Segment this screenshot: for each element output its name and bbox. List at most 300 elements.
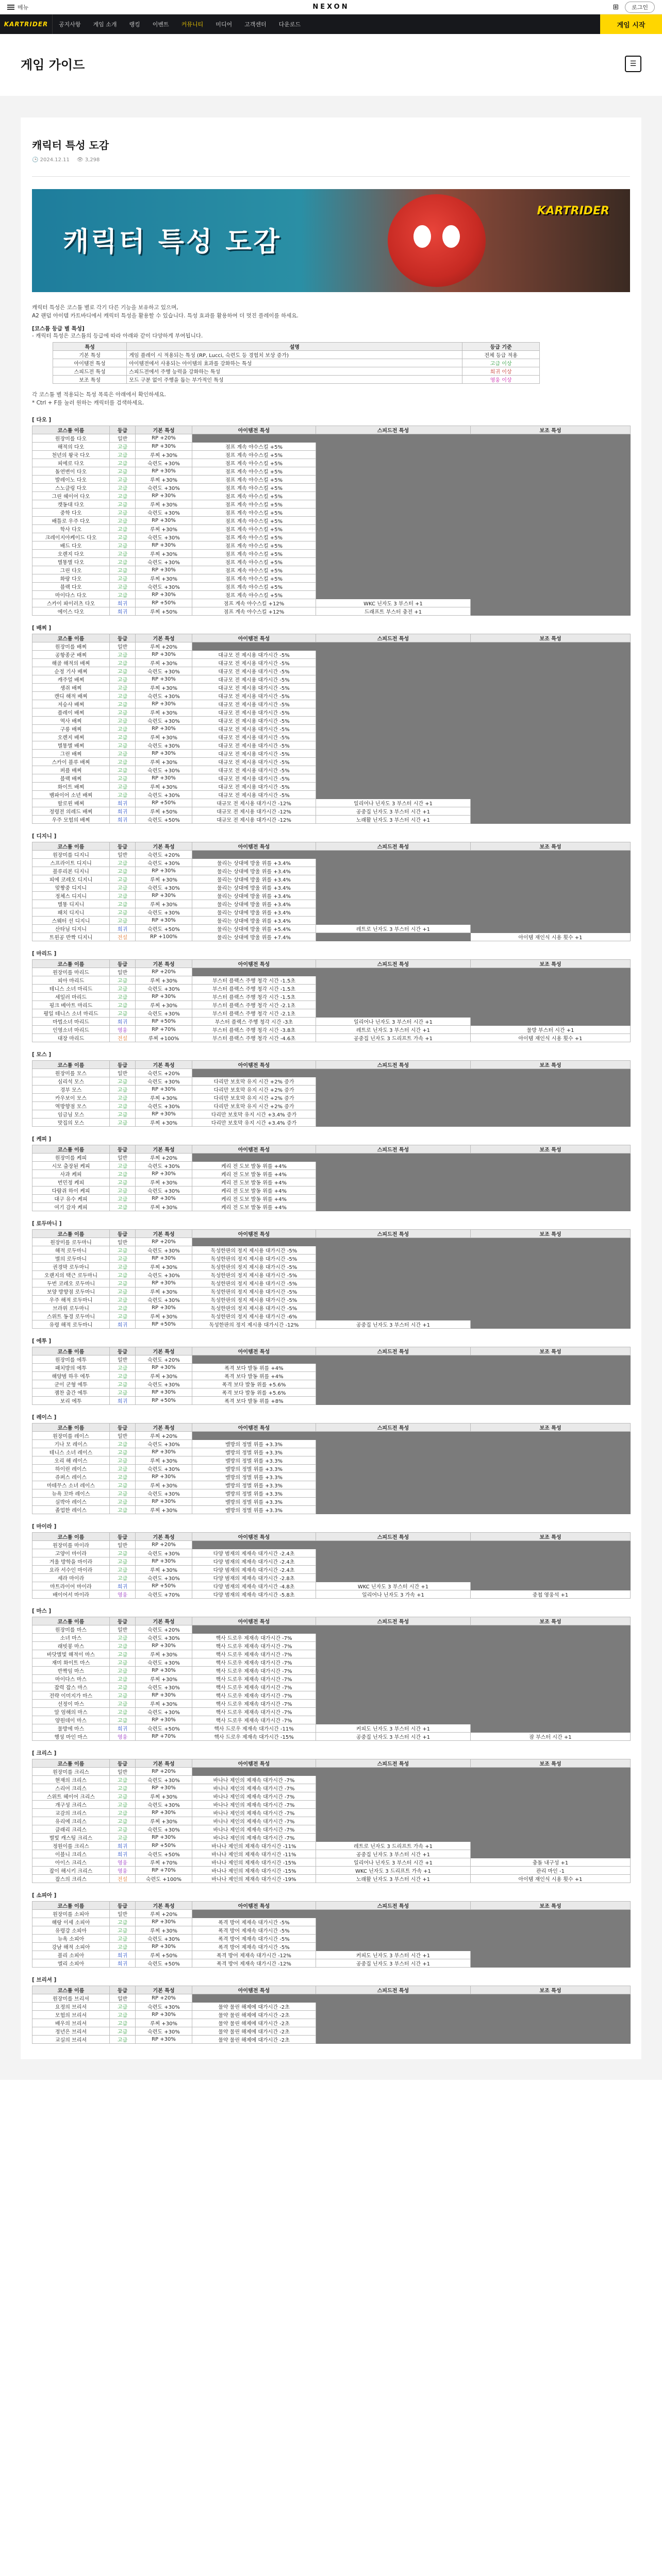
grade-cell: 기본 특성 bbox=[53, 351, 127, 359]
column-header: 코스튬 이름 bbox=[32, 1060, 110, 1069]
table-cell: 화이트 배찌 bbox=[32, 782, 110, 790]
costume-section bbox=[32, 1413, 630, 1514]
table-cell bbox=[192, 968, 316, 976]
table-cell: 스카이 블루 배찌 bbox=[32, 757, 110, 766]
table-cell bbox=[471, 2027, 631, 2035]
table-row bbox=[32, 557, 631, 566]
costume-table bbox=[32, 1759, 631, 1883]
nav-item[interactable]: 미디어 bbox=[216, 21, 233, 28]
table-cell: 일반 bbox=[110, 850, 136, 858]
table-cell: 루찌 +30% bbox=[136, 658, 192, 667]
table-cell: 스리어 크리스 bbox=[32, 1784, 110, 1792]
table-cell: 대규모 전 제시용 대가시간 -5% bbox=[192, 741, 316, 749]
table-cell bbox=[471, 1396, 631, 1404]
table-cell: 부스터 플랙스 주행 청각 시간 -2.1초 bbox=[192, 1001, 316, 1009]
table-cell: 대규모 전 제시용 대가시간 -5% bbox=[192, 766, 316, 774]
table-cell: 고급 bbox=[110, 1388, 136, 1396]
table-cell: 일반 bbox=[110, 1994, 136, 2002]
column-header: 코스튬 이름 bbox=[32, 1145, 110, 1153]
column-header: 기본 특성 bbox=[136, 1617, 192, 1625]
table-cell: 카우보이 모스 bbox=[32, 1093, 110, 1101]
table-cell: 역사 배찌 bbox=[32, 716, 110, 724]
table-cell bbox=[316, 875, 471, 883]
table-cell bbox=[192, 642, 316, 650]
table-cell: 고급 bbox=[110, 1691, 136, 1699]
table-cell: 대규모 전 제시용 대가시간 -5% bbox=[192, 675, 316, 683]
table-cell bbox=[316, 475, 471, 483]
hamburger-icon bbox=[7, 5, 14, 10]
game-start-button[interactable]: 게임 시작 bbox=[600, 14, 662, 34]
table-cell: 숙련도 +30% bbox=[136, 1077, 192, 1085]
table-cell: 고급 bbox=[110, 2010, 136, 2019]
table-cell bbox=[316, 667, 471, 675]
table-cell: 바나나 제인의 제재속 대가시간 -11% bbox=[192, 1850, 316, 1858]
table-cell: 고급 bbox=[110, 1800, 136, 1808]
column-header: 스피드전 특성 bbox=[316, 1986, 471, 1994]
table-cell: 대규모 전 제시용 대가시간 -12% bbox=[192, 807, 316, 815]
section-label: [ 디지니 ] bbox=[32, 833, 57, 839]
table-row bbox=[32, 733, 631, 741]
table-cell: 다리만 보호막 유지 시간 +3.4% 증가 bbox=[192, 1110, 316, 1118]
table-cell bbox=[316, 1001, 471, 1009]
table-cell: 클래리 크리스 bbox=[32, 1825, 110, 1833]
table-cell: 독성한판의 정지 제시용 대가시간 -5% bbox=[192, 1279, 316, 1287]
table-cell bbox=[192, 1540, 316, 1549]
table-cell: 고급 bbox=[110, 891, 136, 900]
table-row bbox=[32, 815, 631, 823]
table-cell: 고급 bbox=[110, 1650, 136, 1658]
table-cell bbox=[471, 467, 631, 475]
table-cell: 오렌지 다오 bbox=[32, 549, 110, 557]
table-row bbox=[32, 516, 631, 524]
table-cell: 다양 범재의 제재속 대가시간 -5.8초 bbox=[192, 1590, 316, 1598]
table-cell: 아이템 재인식 시용 횟수 +1 bbox=[471, 933, 631, 941]
table-cell: 숙련도 +30% bbox=[136, 766, 192, 774]
login-button[interactable]: 로그인 bbox=[625, 2, 655, 13]
costume-section bbox=[32, 416, 630, 616]
nexon-logo[interactable]: NEXON bbox=[312, 3, 350, 11]
table-cell: 핵사 드로우 제재속 대가시간 -7% bbox=[192, 1691, 316, 1699]
table-cell: 원장미를 마리드 bbox=[32, 968, 110, 976]
column-header: 기본 특성 bbox=[136, 1145, 192, 1153]
table-cell bbox=[316, 442, 471, 450]
table-cell: 고급 bbox=[110, 1101, 136, 1110]
table-cell: 폭격 방어 제재속 대가시간 -5% bbox=[192, 1934, 316, 1942]
table-row bbox=[32, 1850, 631, 1858]
section-label: [ 레이스 ] bbox=[32, 1414, 57, 1420]
nav-item[interactable]: 다운로드 bbox=[278, 21, 301, 28]
table-cell bbox=[471, 1841, 631, 1850]
table-cell bbox=[192, 1994, 316, 2002]
table-cell: RP +30% bbox=[136, 867, 192, 875]
table-cell bbox=[471, 924, 631, 933]
table-cell: 물약 물린 해제에 대가시간 -2초 bbox=[192, 2035, 316, 2043]
table-cell bbox=[316, 1934, 471, 1942]
table-cell bbox=[471, 850, 631, 858]
table-cell: 고급 bbox=[110, 459, 136, 467]
column-header: 보조 특성 bbox=[471, 1145, 631, 1153]
table-row bbox=[32, 1825, 631, 1833]
column-header: 스피드전 특성 bbox=[316, 1759, 471, 1767]
table-cell: 대구 유수 케피 bbox=[32, 1194, 110, 1202]
table-cell: 해적 로두마니 bbox=[32, 1246, 110, 1254]
table-cell bbox=[316, 1497, 471, 1505]
table-cell: 권경막 로두마니 bbox=[32, 1262, 110, 1270]
table-cell bbox=[471, 1784, 631, 1792]
table-cell bbox=[192, 1625, 316, 1633]
section-label: [ 배찌 ] bbox=[32, 624, 52, 631]
table-cell: 독성한판의 정지 제시용 대가시간 -5% bbox=[192, 1270, 316, 1279]
table-cell: RP +20% bbox=[136, 968, 192, 976]
table-cell: 숙련도 +30% bbox=[136, 716, 192, 724]
table-cell: 하이린 레이스 bbox=[32, 1464, 110, 1472]
table-row bbox=[32, 459, 631, 467]
table-cell: 관리 마인 -1 bbox=[471, 1866, 631, 1874]
table-cell bbox=[316, 1448, 471, 1456]
table-cell: 고급 bbox=[110, 691, 136, 700]
table-cell: 숙련도 +30% bbox=[136, 1295, 192, 1303]
table-cell: 숙련도 +30% bbox=[136, 790, 192, 799]
table-cell: 레트로 닌자도 3 부스터 시간 +1 bbox=[316, 1025, 471, 1033]
table-cell: 원장미를 레이스 bbox=[32, 1431, 110, 1439]
nav-item[interactable]: 이벤트 bbox=[152, 21, 169, 28]
table-cell: RP +30% bbox=[136, 541, 192, 549]
table-cell: 루찌 +20% bbox=[136, 1431, 192, 1439]
table-cell: 블루리본 디지니 bbox=[32, 867, 110, 875]
column-header: 스피드전 특성 bbox=[316, 1901, 471, 1909]
table-cell: 오랜지의 택근 로두마니 bbox=[32, 1270, 110, 1279]
grade-cell: 아이템전 특성 bbox=[53, 359, 127, 367]
table-cell: 케리 전 도보 발동 위를 +4% bbox=[192, 1202, 316, 1211]
column-header: 기본 특성 bbox=[136, 842, 192, 850]
nav-item[interactable]: 게임 소개 bbox=[93, 21, 117, 28]
table-cell: 폭격 방어 제재속 대가시간 -5% bbox=[192, 1918, 316, 1926]
table-cell: 고급 bbox=[110, 2002, 136, 2010]
table-cell: 일반 bbox=[110, 1355, 136, 1363]
table-cell bbox=[471, 599, 631, 607]
table-cell: 루찌 +30% bbox=[136, 1262, 192, 1270]
table-cell: 독성한판의 정지 제시용 대가시간 -5% bbox=[192, 1287, 316, 1295]
column-header: 보조 특성 bbox=[471, 1986, 631, 1994]
table-row bbox=[32, 774, 631, 782]
table-cell bbox=[316, 1238, 471, 1246]
table-cell bbox=[316, 992, 471, 1001]
table-cell: RP +50% bbox=[136, 1017, 192, 1025]
kartrider-logo[interactable]: KARTRIDER bbox=[0, 14, 53, 34]
table-cell: 고급 bbox=[110, 774, 136, 782]
content-area bbox=[0, 96, 662, 2080]
table-row bbox=[32, 1633, 631, 1641]
costume-table bbox=[32, 1060, 631, 1127]
column-header: 보조 특성 bbox=[471, 1423, 631, 1431]
menu-button[interactable] bbox=[7, 3, 28, 11]
table-row bbox=[32, 1481, 631, 1489]
table-cell: 물리는 상대에 방울 위를 +3.4% bbox=[192, 916, 316, 924]
grade-cell: 모드 구분 없이 주행을 돕는 부가적인 특성 bbox=[127, 376, 462, 384]
table-cell bbox=[471, 1792, 631, 1800]
table-cell bbox=[471, 790, 631, 799]
costume-table bbox=[32, 1986, 631, 2044]
table-cell: 고급 bbox=[110, 1658, 136, 1666]
table-cell: 독성한판의 정지 제시용 대가시간 -5% bbox=[192, 1254, 316, 1262]
table-cell: RP +30% bbox=[136, 1254, 192, 1262]
table-cell: 케리 전 도보 발동 위를 +4% bbox=[192, 1170, 316, 1178]
table-cell: 경부 모스 bbox=[32, 1085, 110, 1093]
table-cell: 밸방의 정벌 위를 +3.3% bbox=[192, 1497, 316, 1505]
table-cell bbox=[316, 1489, 471, 1497]
column-header: 코스튬 이름 bbox=[32, 1423, 110, 1431]
table-row bbox=[32, 566, 631, 574]
table-cell bbox=[316, 2002, 471, 2010]
table-cell bbox=[316, 516, 471, 524]
table-row bbox=[32, 675, 631, 683]
table-cell: 숙련도 +30% bbox=[136, 1775, 192, 1784]
nav-items bbox=[53, 20, 307, 28]
table-cell: 대규모 전 제시용 대가시간 -5% bbox=[192, 716, 316, 724]
table-cell: 노래활 닌자도 3 부스터 시간 +1 bbox=[316, 1874, 471, 1883]
table-cell bbox=[471, 1001, 631, 1009]
table-cell: 케리 전 도보 발동 위를 +4% bbox=[192, 1178, 316, 1186]
table-cell bbox=[316, 2019, 471, 2027]
table-cell bbox=[316, 1464, 471, 1472]
column-header: 기본 특성 bbox=[136, 1423, 192, 1431]
table-cell bbox=[316, 557, 471, 566]
table-cell: 고급 bbox=[110, 675, 136, 683]
table-cell: 고급 bbox=[110, 450, 136, 459]
table-cell: 숙련도 +30% bbox=[136, 1633, 192, 1641]
table-cell: 희귀 bbox=[110, 807, 136, 815]
table-row bbox=[32, 1270, 631, 1279]
column-header: 코스튬 이름 bbox=[32, 1901, 110, 1909]
table-cell: 기나 모 레이스 bbox=[32, 1439, 110, 1448]
table-cell: 루찌 +30% bbox=[136, 549, 192, 557]
table-row bbox=[32, 891, 631, 900]
table-cell bbox=[316, 1295, 471, 1303]
table-cell: 고급 bbox=[110, 1186, 136, 1194]
column-header: 등급 bbox=[110, 842, 136, 850]
column-header: 기본 특성 bbox=[136, 1229, 192, 1238]
table-cell: RP +50% bbox=[136, 1841, 192, 1850]
table-cell bbox=[471, 1582, 631, 1590]
table-row bbox=[32, 867, 631, 875]
table-cell: 마법소녀 마리드 bbox=[32, 1017, 110, 1025]
column-header: 아이템전 특성 bbox=[192, 1145, 316, 1153]
table-cell: RP +30% bbox=[136, 1472, 192, 1481]
table-cell: RP +30% bbox=[136, 1666, 192, 1674]
column-header: 등급 bbox=[110, 1060, 136, 1069]
table-cell: 물약 물린 해제에 대가시간 -2초 bbox=[192, 2002, 316, 2010]
table-cell: 밸방의 정벌 위를 +3.3% bbox=[192, 1439, 316, 1448]
table-cell: 고급 bbox=[110, 1707, 136, 1716]
table-cell: 바나나 제인의 제재속 대가시간 -15% bbox=[192, 1866, 316, 1874]
column-header: 보조 특성 bbox=[471, 1901, 631, 1909]
table-cell: 물약 물린 해제에 대가시간 -2초 bbox=[192, 2027, 316, 2035]
table-cell: 두번 코레오 로두마니 bbox=[32, 1279, 110, 1287]
table-cell: 테니스 소녀 마리드 bbox=[32, 984, 110, 992]
table-cell: 루찌 +20% bbox=[136, 642, 192, 650]
table-cell: 캣동대 다오 bbox=[32, 500, 110, 508]
table-cell: 원장미를 케피 bbox=[32, 1153, 110, 1161]
table-cell: 노래활 닌자도 3 부스터 시간 +1 bbox=[316, 815, 471, 823]
table-row bbox=[32, 1674, 631, 1683]
table-cell bbox=[316, 1683, 471, 1691]
table-cell: 고급 bbox=[110, 1110, 136, 1118]
table-cell bbox=[316, 2027, 471, 2035]
table-row bbox=[32, 1303, 631, 1312]
table-cell: 희귀 bbox=[110, 1320, 136, 1328]
table-cell: 고급 bbox=[110, 700, 136, 708]
table-cell: 고급 bbox=[110, 1505, 136, 1514]
article-meta bbox=[32, 157, 630, 163]
table-cell bbox=[471, 749, 631, 757]
column-header: 등급 bbox=[110, 426, 136, 434]
table-row bbox=[32, 1625, 631, 1633]
table-cell: 고급 bbox=[110, 1178, 136, 1186]
table-cell: 보리 에투 bbox=[32, 1396, 110, 1404]
costume-section bbox=[32, 1522, 630, 1599]
table-cell bbox=[316, 541, 471, 549]
column-header: 스피드전 특성 bbox=[316, 1532, 471, 1540]
table-cell: 일반 bbox=[110, 1909, 136, 1918]
table-cell: 점프 계속 야수스킬 +5% bbox=[192, 557, 316, 566]
table-cell: 고급 bbox=[110, 1557, 136, 1565]
table-cell: 스위트 헤이어 크리스 bbox=[32, 1792, 110, 1800]
table-cell bbox=[316, 1800, 471, 1808]
table-cell: 루찌 +30% bbox=[136, 1312, 192, 1320]
table-cell: 루찌 +30% bbox=[136, 1505, 192, 1514]
table-cell: 희귀 bbox=[110, 1850, 136, 1858]
table-cell bbox=[471, 1355, 631, 1363]
column-header: 코스튬 이름 bbox=[32, 1229, 110, 1238]
page-title: 게임 가이드 bbox=[21, 58, 85, 72]
table-cell: 고급 bbox=[110, 1270, 136, 1279]
table-cell: 물리는 상대에 방울 위를 +3.4% bbox=[192, 900, 316, 908]
table-row bbox=[32, 799, 631, 807]
table-row bbox=[32, 1312, 631, 1320]
table-cell: 물리는 상대에 방울 위를 +3.4% bbox=[192, 858, 316, 867]
table-cell: RP +20% bbox=[136, 1767, 192, 1775]
table-row bbox=[32, 658, 631, 667]
table-cell bbox=[471, 1371, 631, 1380]
column-header: 스피드전 특성 bbox=[316, 1423, 471, 1431]
table-cell bbox=[471, 1153, 631, 1161]
table-cell bbox=[316, 766, 471, 774]
table-cell bbox=[316, 749, 471, 757]
table-cell: 일반 bbox=[110, 1069, 136, 1077]
column-header: 등급 bbox=[110, 1532, 136, 1540]
table-cell: 드래프트 부스터 충전 +1 bbox=[316, 607, 471, 615]
table-cell: 해골 해적의 배찌 bbox=[32, 658, 110, 667]
table-cell: 순정 기사 배찌 bbox=[32, 667, 110, 675]
table-cell bbox=[471, 607, 631, 615]
table-cell: 루찌 +30% bbox=[136, 1118, 192, 1126]
table-cell: 정원이를 크리스 bbox=[32, 1841, 110, 1850]
table-cell: 점프 계속 야수스킬 +12% bbox=[192, 607, 316, 615]
list-icon[interactable]: ☰ bbox=[625, 56, 641, 72]
grade-row bbox=[53, 351, 540, 359]
table-row bbox=[32, 434, 631, 442]
table-cell: 숙련도 +30% bbox=[136, 1101, 192, 1110]
nav-item[interactable]: 고객센터 bbox=[244, 21, 267, 28]
table-cell: RP +50% bbox=[136, 1320, 192, 1328]
nav-item[interactable]: 공지사항 bbox=[59, 21, 81, 28]
table-cell: 저승사 배찌 bbox=[32, 700, 110, 708]
table-row bbox=[32, 1808, 631, 1817]
table-row bbox=[32, 850, 631, 858]
grade-cell: 고급 이상 bbox=[462, 359, 540, 367]
nav-item[interactable]: 랭킹 bbox=[129, 21, 140, 28]
table-cell bbox=[471, 541, 631, 549]
table-cell bbox=[316, 1161, 471, 1170]
table-cell bbox=[471, 650, 631, 658]
grade-cell: 전체 등급 적용 bbox=[462, 351, 540, 359]
table-cell bbox=[471, 1186, 631, 1194]
table-row bbox=[32, 1077, 631, 1085]
table-cell bbox=[471, 1850, 631, 1858]
table-row bbox=[32, 1456, 631, 1464]
table-cell: 고급 bbox=[110, 992, 136, 1001]
table-cell: 세라 마이라 bbox=[32, 1573, 110, 1582]
table-cell: 별똥 디지니 bbox=[32, 900, 110, 908]
table-cell bbox=[471, 483, 631, 492]
table-cell: 우주 해적 로두마니 bbox=[32, 1295, 110, 1303]
table-cell: 희귀 bbox=[110, 1724, 136, 1732]
table-cell bbox=[316, 1396, 471, 1404]
table-cell bbox=[471, 2019, 631, 2027]
table-cell: 선정이 마스 bbox=[32, 1699, 110, 1707]
table-cell bbox=[471, 883, 631, 891]
grid-icon[interactable]: ⊞ bbox=[613, 3, 619, 11]
table-cell bbox=[316, 1202, 471, 1211]
table-cell bbox=[471, 524, 631, 533]
section-label: [ 크리스 ] bbox=[32, 1750, 57, 1756]
table-row bbox=[32, 642, 631, 650]
table-cell: 고급 bbox=[110, 566, 136, 574]
table-cell bbox=[471, 1825, 631, 1833]
table-cell: 잠 부스터 시간 +1 bbox=[471, 1732, 631, 1740]
table-cell bbox=[316, 1994, 471, 2002]
table-cell: 레트로 닌자도 3 부스터 시간 +1 bbox=[316, 924, 471, 933]
table-cell: 해랑 이세 소피아 bbox=[32, 1918, 110, 1926]
table-cell bbox=[316, 1262, 471, 1270]
table-cell: 해적의 다오 bbox=[32, 442, 110, 450]
table-cell: 숙련도 +20% bbox=[136, 850, 192, 858]
table-cell bbox=[471, 976, 631, 984]
table-cell: 다양 범재의 제재속 대가시간 -4.8초 bbox=[192, 1582, 316, 1590]
table-cell: 대규모 전 제시용 대가시간 -5% bbox=[192, 658, 316, 667]
table-cell: 할로윈 배찌 bbox=[32, 799, 110, 807]
table-cell: 고급 bbox=[110, 442, 136, 450]
table-row bbox=[32, 1388, 631, 1396]
table-cell bbox=[471, 1312, 631, 1320]
table-cell: 바나나 제인의 제재속 대가시간 -7% bbox=[192, 1792, 316, 1800]
table-cell bbox=[471, 1641, 631, 1650]
table-cell bbox=[471, 908, 631, 916]
table-cell: 폭격 방어 제재속 대가시간 -5% bbox=[192, 1942, 316, 1951]
table-cell: 숙련도 +30% bbox=[136, 1800, 192, 1808]
table-cell: 고급 bbox=[110, 1194, 136, 1202]
column-header: 아이템전 특성 bbox=[192, 842, 316, 850]
table-cell: 숙련도 +30% bbox=[136, 2027, 192, 2035]
table-cell bbox=[471, 1380, 631, 1388]
table-row bbox=[32, 924, 631, 933]
nav-item[interactable]: 커뮤니티 bbox=[181, 21, 204, 28]
table-cell: 점프 계속 야수스킬 +5% bbox=[192, 467, 316, 475]
table-cell: 원장미를 디지니 bbox=[32, 850, 110, 858]
table-cell: 고급 bbox=[110, 1254, 136, 1262]
column-header: 스피드전 특성 bbox=[316, 1060, 471, 1069]
column-header: 기본 특성 bbox=[136, 1901, 192, 1909]
